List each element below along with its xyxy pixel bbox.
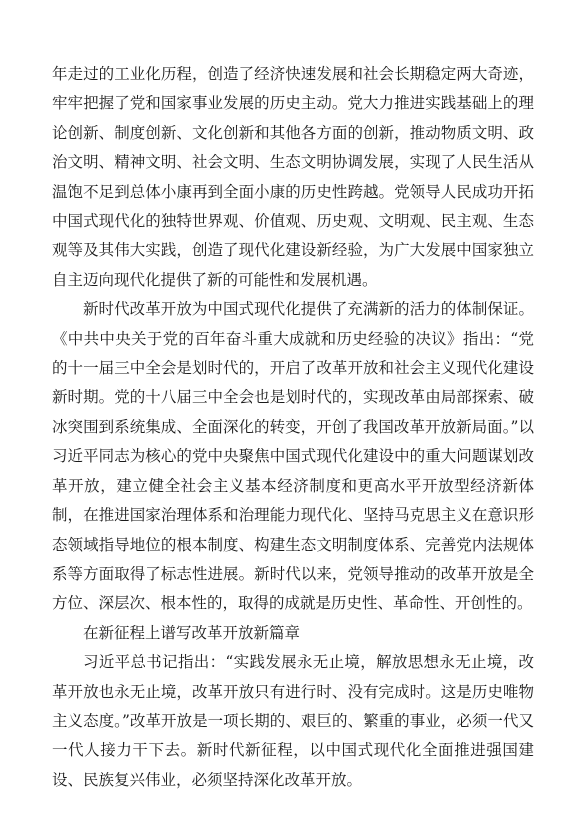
paragraph-3: 习近平总书记指出：“实践发展永无止境，解放思想永无止境，改革开放也永无止境，改革开放只有进行时、没有完成时。这是历史唯物主义态度。”改革开放是一项长期的、艰巨的、繁重的事业，必须一代又一代人接力干下去。新时代新征程，以中国式现代化全面推进强国建设、民族复兴伟业，必须坚持深化改革开放。	[52, 653, 534, 789]
document-body	[52, 60, 534, 795]
paragraph-1: 年走过的工业化历程，创造了经济快速发展和社会长期稳定两大奇迹，牢牢把握了党和国家事业发展的历史主动。党大力推进实践基础上的理论创新、制度创新、文化创新和其他各方面的创新，推动物质文明、政治文明、精神文明、社会文明、生态文明协调发展，实现了人民生活从温饱不足到总体小康再到全面小康的历史性跨越。党领导人民成功开拓中国式现代化的独特世界观、价值观、历史观、文明观、民主观、生态观等及其伟大实践，创造了现代化建设新经验，为广大发展中国家独立自主迈向现代化提供了新的可能性和发展机遇。	[52, 65, 534, 289]
paragraph-2: 新时代改革开放为中国式现代化提供了充满新的活力的体制保证。《中共中央关于党的百年奋斗重大成就和历史经验的决议》指出：“党的十一届三中全会是划时代的，开启了改革开放和社会主义现代化建设新时期。党的十八届三中全会也是划时代的，实现改革由局部探索、破冰突围到系统集成、全面深化的转变，开创了我国改革开放新局面。”以习近平同志为核心的党中央聚焦中国式现代化建设中的重大问题谋划改革开放，建立健全社会主义基本经济制度和更高水平开放型经济新体制，在推进国家治理体系和治理能力现代化、坚持马克思主义在意识形态领域指导地位的根本制度、构建生态文明制度体系、完善党内法规体系等方面取得了标志性进展。新时代以来，党领导推动的改革开放是全方位、深层次、根本性的，取得的成就是历史性、革命性、开创性的。	[52, 300, 534, 613]
section-heading: 在新征程上谱写改革开放新篇章	[83, 623, 301, 642]
